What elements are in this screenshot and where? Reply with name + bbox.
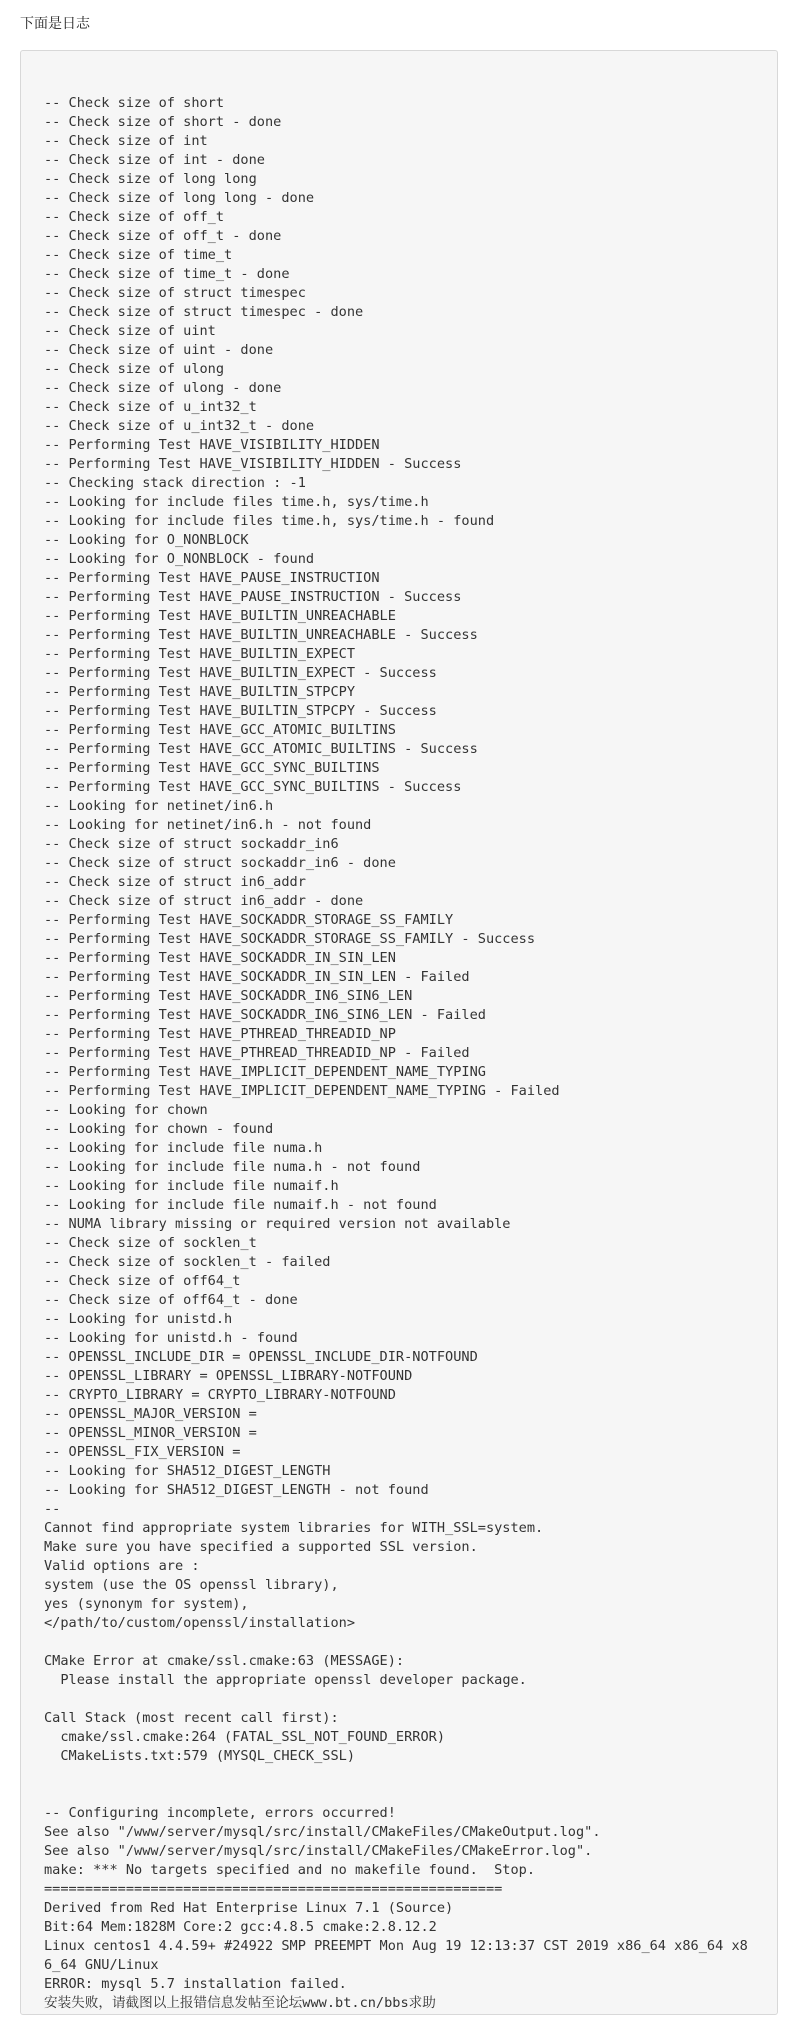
log-line: -- Looking for SHA512_DIGEST_LENGTH - not found	[44, 1482, 429, 1498]
log-line: -- Looking for include file numa.h - not found	[44, 1159, 421, 1175]
log-line: -- Performing Test HAVE_SOCKADDR_IN6_SIN6_LEN - Failed	[44, 1007, 486, 1023]
log-line: -- Performing Test HAVE_BUILTIN_STPCPY	[44, 684, 355, 700]
log-line: -- Check size of struct sockaddr_in6	[44, 836, 339, 852]
log-line: -- Check size of struct in6_addr	[44, 874, 306, 890]
log-line: Derived from Red Hat Enterprise Linux 7.1 (Source)	[44, 1900, 454, 1916]
log-line: -- Performing Test HAVE_SOCKADDR_IN_SIN_LEN	[44, 950, 396, 966]
log-line: -- Performing Test HAVE_BUILTIN_UNREACHABLE - Success	[44, 627, 478, 643]
log-line: -- Looking for include files time.h, sys/time.h - found	[44, 513, 495, 529]
log-line: -- Check size of ulong - done	[44, 380, 282, 396]
log-line: -- Performing Test HAVE_GCC_SYNC_BUILTINS - Success	[44, 779, 462, 795]
log-line: See also "/www/server/mysql/src/install/CMakeFiles/CMakeOutput.log".	[44, 1824, 601, 1840]
log-line: 安装失败，请截图以上报错信息发帖至论坛www.bt.cn/bbs求助	[44, 1995, 436, 2011]
log-line: -- Check size of time_t	[44, 247, 233, 263]
log-line: -- Performing Test HAVE_SOCKADDR_STORAGE_SS_FAMILY	[44, 912, 454, 928]
log-code-block[interactable]	[20, 50, 778, 2015]
log-line: -- Check size of u_int32_t - done	[44, 418, 315, 434]
log-line	[44, 1633, 754, 1652]
log-line: -- Check size of long long	[44, 171, 257, 187]
log-line: -- Performing Test HAVE_BUILTIN_UNREACHABLE	[44, 608, 396, 624]
log-line: -- Performing Test HAVE_VISIBILITY_HIDDEN	[44, 437, 380, 453]
log-line: -- Looking for include files time.h, sys/time.h	[44, 494, 429, 510]
log-line: -- OPENSSL_INCLUDE_DIR = OPENSSL_INCLUDE_DIR-NOTFOUND	[44, 1349, 478, 1365]
log-line: -- CRYPTO_LIBRARY = CRYPTO_LIBRARY-NOTFOUND	[44, 1387, 396, 1403]
log-line: -- Looking for chown - found	[44, 1121, 274, 1137]
log-line: -- Check size of off64_t - done	[44, 1292, 298, 1308]
log-line: -- OPENSSL_MAJOR_VERSION =	[44, 1406, 257, 1422]
log-line: -- Check size of short	[44, 95, 225, 111]
log-line: Bit:64 Mem:1828M Core:2 gcc:4.8.5 cmake:2.8.12.2	[44, 1919, 437, 1935]
log-output	[44, 75, 754, 2013]
log-line: ========================================================	[44, 1881, 503, 1897]
log-line: -- Check size of socklen_t - failed	[44, 1254, 331, 1270]
log-line: Valid options are :	[44, 1558, 200, 1574]
log-line: -- Check size of uint - done	[44, 342, 274, 358]
log-line: -- Check size of struct in6_addr - done	[44, 893, 364, 909]
log-line: -- Performing Test HAVE_GCC_ATOMIC_BUILTINS - Success	[44, 741, 478, 757]
log-line: -- Check size of off64_t	[44, 1273, 241, 1289]
log-line: -- Performing Test HAVE_PAUSE_INSTRUCTION - Success	[44, 589, 462, 605]
log-line: -- Looking for SHA512_DIGEST_LENGTH	[44, 1463, 331, 1479]
log-line: -- Check size of off_t - done	[44, 228, 282, 244]
log-line: -- Looking for netinet/in6.h - not found	[44, 817, 372, 833]
log-line: -- Looking for include file numa.h	[44, 1140, 323, 1156]
log-line: -- OPENSSL_FIX_VERSION =	[44, 1444, 241, 1460]
log-line: Call Stack (most recent call first):	[44, 1710, 339, 1726]
log-line: -- Performing Test HAVE_BUILTIN_EXPECT	[44, 646, 355, 662]
log-line: -- Check size of struct timespec - done	[44, 304, 364, 320]
log-line: -- NUMA library missing or required version not available	[44, 1216, 511, 1232]
log-line: -- Check size of int - done	[44, 152, 265, 168]
log-line: -- Performing Test HAVE_IMPLICIT_DEPENDENT_NAME_TYPING - Failed	[44, 1083, 560, 1099]
log-line: CMake Error at cmake/ssl.cmake:63 (MESSAGE):	[44, 1653, 405, 1669]
log-line: -- Performing Test HAVE_BUILTIN_EXPECT - Success	[44, 665, 437, 681]
log-line: -- OPENSSL_MINOR_VERSION =	[44, 1425, 257, 1441]
log-line	[44, 1690, 754, 1709]
log-line	[44, 75, 754, 94]
log-line: -- Check size of socklen_t	[44, 1235, 257, 1251]
post-intro-text: 下面是日志	[20, 16, 90, 32]
log-line: -- Performing Test HAVE_BUILTIN_STPCPY - Success	[44, 703, 437, 719]
log-line: make: *** No targets specified and no makefile found. Stop.	[44, 1862, 536, 1878]
log-line: -- Looking for unistd.h - found	[44, 1330, 298, 1346]
log-line: </path/to/custom/openssl/installation>	[44, 1615, 355, 1631]
log-line: -- Performing Test HAVE_GCC_SYNC_BUILTINS	[44, 760, 380, 776]
log-line: -- Looking for O_NONBLOCK - found	[44, 551, 315, 567]
log-line: -- Looking for include file numaif.h - not found	[44, 1197, 437, 1213]
log-line: Make sure you have specified a supported SSL version.	[44, 1539, 478, 1555]
log-line: Please install the appropriate openssl developer package.	[44, 1672, 527, 1688]
log-line: system (use the OS openssl library),	[44, 1577, 339, 1593]
log-line: -- Performing Test HAVE_PAUSE_INSTRUCTION	[44, 570, 380, 586]
log-line: -- Check size of struct timespec	[44, 285, 306, 301]
log-line: CMakeLists.txt:579 (MYSQL_CHECK_SSL)	[44, 1748, 356, 1764]
log-line: ERROR: mysql 5.7 installation failed.	[44, 1976, 347, 1992]
log-line: -- Check size of u_int32_t	[44, 399, 257, 415]
log-line: -- Check size of off_t	[44, 209, 225, 225]
log-line: -- Check size of short - done	[44, 114, 282, 130]
log-line: -- Check size of struct sockaddr_in6 - done	[44, 855, 396, 871]
log-line: --	[44, 1501, 61, 1517]
log-line	[44, 1766, 754, 1785]
log-line: -- Performing Test HAVE_PTHREAD_THREADID_NP - Failed	[44, 1045, 470, 1061]
log-line: -- Looking for unistd.h	[44, 1311, 233, 1327]
log-line: -- Check size of ulong	[44, 361, 225, 377]
log-line: -- Performing Test HAVE_SOCKADDR_STORAGE_SS_FAMILY - Success	[44, 931, 536, 947]
log-line: -- Check size of time_t - done	[44, 266, 290, 282]
log-line: -- Performing Test HAVE_PTHREAD_THREADID_NP	[44, 1026, 396, 1042]
log-line: Cannot find appropriate system libraries for WITH_SSL=system.	[44, 1520, 544, 1536]
log-line: -- Performing Test HAVE_VISIBILITY_HIDDEN - Success	[44, 456, 462, 472]
log-line: -- Performing Test HAVE_SOCKADDR_IN6_SIN6_LEN	[44, 988, 413, 1004]
log-line: -- Looking for chown	[44, 1102, 208, 1118]
log-line: -- Check size of uint	[44, 323, 216, 339]
log-line: -- Looking for netinet/in6.h	[44, 798, 274, 814]
log-line: -- Performing Test HAVE_IMPLICIT_DEPENDENT_NAME_TYPING	[44, 1064, 486, 1080]
log-line: See also "/www/server/mysql/src/install/CMakeFiles/CMakeError.log".	[44, 1843, 593, 1859]
log-line: -- Looking for O_NONBLOCK	[44, 532, 249, 548]
log-line: cmake/ssl.cmake:264 (FATAL_SSL_NOT_FOUND_ERROR)	[44, 1729, 446, 1745]
log-line: -- Check size of int	[44, 133, 208, 149]
log-line: -- OPENSSL_LIBRARY = OPENSSL_LIBRARY-NOTFOUND	[44, 1368, 413, 1384]
log-line: Linux centos1 4.4.59+ #24922 SMP PREEMPT Mon Aug 19 12:13:37 CST 2019 x86_64 x86_64 x86_64 GNU/Linux	[44, 1938, 748, 1973]
log-line	[44, 1785, 754, 1804]
log-line: yes (synonym for system),	[44, 1596, 249, 1612]
log-line: -- Performing Test HAVE_GCC_ATOMIC_BUILTINS	[44, 722, 396, 738]
log-line: -- Looking for include file numaif.h	[44, 1178, 339, 1194]
log-line: -- Performing Test HAVE_SOCKADDR_IN_SIN_LEN - Failed	[44, 969, 470, 985]
log-line: -- Check size of long long - done	[44, 190, 315, 206]
log-line: -- Configuring incomplete, errors occurred!	[44, 1805, 396, 1821]
log-line: -- Checking stack direction : -1	[44, 475, 306, 491]
